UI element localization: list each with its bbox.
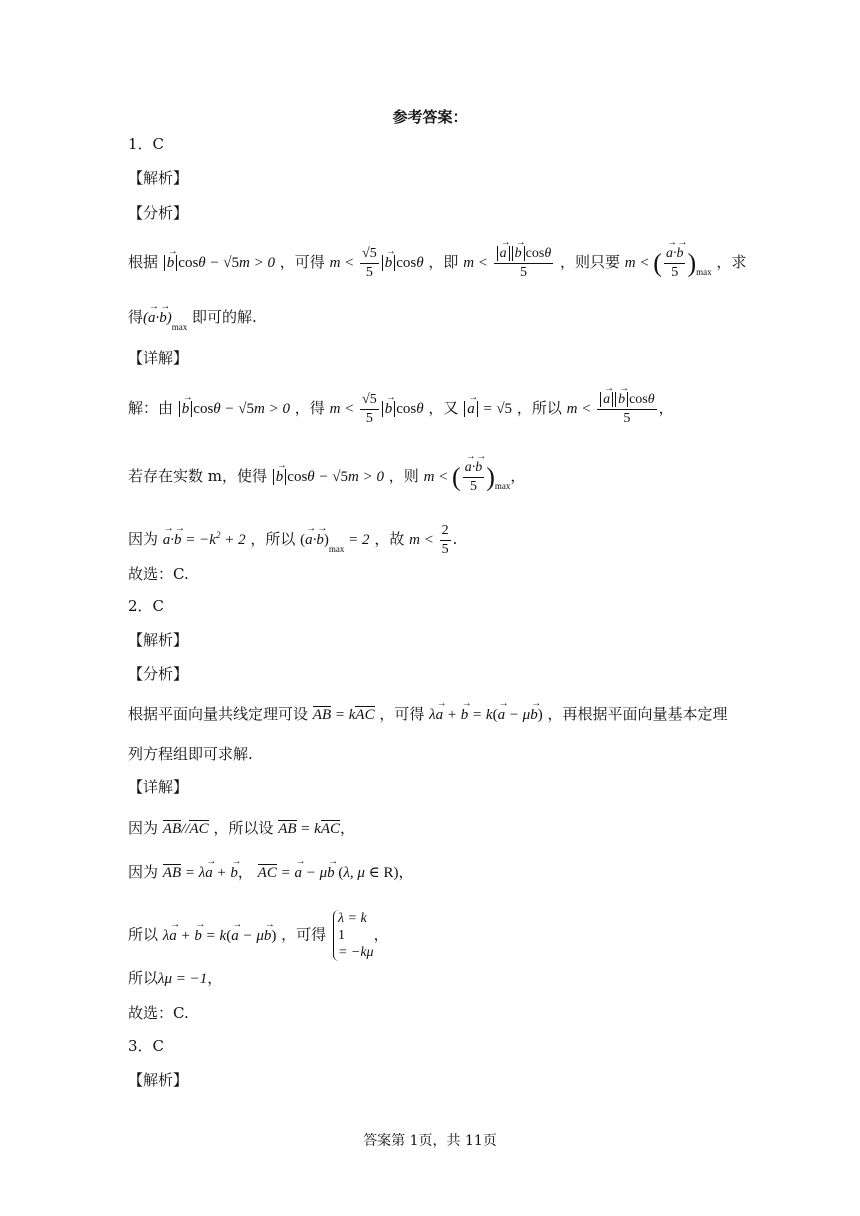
page-footer: 答案第 1页，共 11页 — [363, 1133, 497, 1149]
page-title: 参考答案： — [392, 108, 468, 126]
q3-jiexi-heading: 【解析】 — [128, 1071, 189, 1089]
q2-detail-line1: 因为 AB//AC ，所以设 AB = kAC， — [128, 819, 356, 837]
q1-fenxi-line2: 得(→ $a\cdot\to b)_{max}$ 即可的解. — [128, 307, 257, 337]
q3-number: 3．C — [128, 1037, 165, 1055]
q2-detail-line2: 因为 AB = λ→ a + → b， AC = → a − μ→ b (λ, μ ∈ R)， — [128, 862, 414, 883]
q1-number: 1．C — [128, 135, 165, 153]
q2-fenxi-line1: 根据平面向量共线定理可设 AB = kAC ，可得 λ→ a + → b = k(→ a − μ→ b) ，再根据平面向量基本定理 — [128, 704, 728, 725]
q1-fenxi-line1: 根据 → b cosθ − √5m > 0 ，可得 m < $\frac{√5}{5}$ → b cosθ ，即 m < → $\frac{\text{a→ b cosθ}}{5}$ ，则只要 m < ( → $\frac{a\cdot\to b}{5}$ )$_{max}$ ，求 — [128, 244, 746, 290]
q1-fenxi-heading: 【分析】 — [128, 204, 189, 222]
q1-jiexi-heading: 【解析】 — [128, 169, 189, 187]
q1-detail-line1: 解：由 → b cosθ − √5m > 0 ，得 m < $\frac{√5}{5}$ → b cosθ ，又 → a = √5 ，所以 m < → $\frac{\text{a→ b cosθ}}{5}$ ， — [128, 390, 674, 428]
q2-xiangjie-heading: 【详解】 — [128, 778, 189, 796]
q2-fenxi-heading: 【分析】 — [128, 665, 189, 683]
q1-xiangjie-heading: 【详解】 — [128, 349, 189, 367]
q2-jiexi-heading: 【解析】 — [128, 631, 189, 649]
q1-answer: 故选：C. — [128, 565, 189, 583]
q2-detail-line4: 所以λμ = −1， — [128, 969, 223, 987]
q2-answer: 故选：C. — [128, 1004, 189, 1022]
q1-detail-line2: 若存在实数 m，使得 → b cosθ − √5m > 0 ，则 m < ( → $\frac{a\cdot\to b}{5}$ )$_{max}$， — [128, 458, 525, 504]
q2-fenxi-line2: 列方程组即可求解. — [128, 745, 253, 763]
q2-detail-line3: 所以 λ→ a + → b = k(→ a − μ→ b) ，可得 λ = k 1 = −kμ ， — [128, 910, 389, 961]
q1-detail-line3: 因为 → $a\cdot\to b = -k^2 + 2$ ，所以 (→ $a\cdot\to b)_{max} = 2$ ，故 m < $\frac{2}{5}$ . — [128, 520, 457, 564]
q2-number: 2．C — [128, 597, 165, 615]
